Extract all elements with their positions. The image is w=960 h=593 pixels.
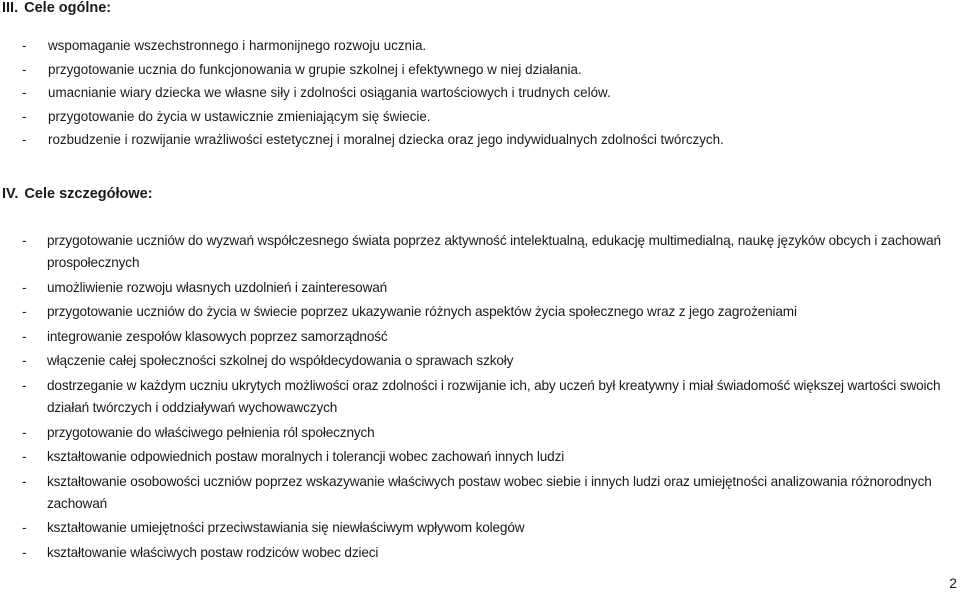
list-item-text: przygotowanie ucznia do funkcjonowania w grupie szkolnej i efektywnego w niej działania. bbox=[48, 61, 582, 77]
list-item bbox=[22, 277, 952, 299]
list-item-text: umacnianie wiary dziecka we własne siły i zdolności osiągania wartościowych i trudnych celów. bbox=[48, 85, 611, 100]
section-heading-specific-goals bbox=[2, 186, 153, 202]
list-item-text: rozbudzenie i rozwijanie wrażliwości estetycznej i moralnej dziecka oraz jego indywidualnych zdolności twórczych. bbox=[48, 132, 724, 147]
list-item bbox=[22, 446, 952, 468]
list-item-text: umożliwienie rozwoju własnych uzdolnień i zainteresowań bbox=[47, 279, 388, 295]
list-bullet: - bbox=[22, 85, 27, 100]
list-item bbox=[22, 542, 952, 564]
section-heading-general-goals bbox=[2, 0, 111, 16]
section-number: III. bbox=[2, 0, 19, 16]
section-number: IV. bbox=[2, 186, 19, 202]
list-item bbox=[22, 230, 952, 274]
list-item-text: integrowanie zespołów klasowych poprzez samorządność bbox=[47, 328, 388, 344]
list-bullet: - bbox=[22, 328, 27, 344]
list-item bbox=[22, 375, 952, 419]
page-number: 2 bbox=[949, 575, 957, 591]
list-bullet: - bbox=[22, 304, 27, 320]
list-bullet: - bbox=[22, 473, 27, 489]
list-item bbox=[22, 350, 952, 372]
list-item bbox=[22, 301, 952, 323]
list-item-text: kształtowanie osobowości uczniów poprzez wskazywanie właściwych postaw wobec siebie i innych ludzi oraz umiejętności analizowania różnorodnych zachowań bbox=[47, 473, 932, 511]
list-bullet: - bbox=[22, 424, 27, 440]
list-item-text: kształtowanie umiejętności przeciwstawiania się niewłaściwym wpływom kolegów bbox=[47, 520, 525, 536]
list-bullet: - bbox=[22, 108, 27, 124]
list-item-text: przygotowanie uczniów do wyzwań współczesnego świata poprzez aktywność intelektualną, edukację multimedialną, naukę języków obcych i zachowań prospołecznych bbox=[47, 233, 941, 270]
list-item bbox=[22, 131, 922, 155]
list-bullet: - bbox=[22, 38, 27, 53]
list-item bbox=[22, 84, 922, 108]
list-item-text: przygotowanie uczniów do życia w świecie poprzez ukazywanie różnych aspektów życia społecznego wraz z jego zagrożeniami bbox=[47, 304, 797, 320]
list-item bbox=[22, 37, 922, 61]
list-bullet: - bbox=[22, 449, 27, 465]
list-bullet: - bbox=[22, 61, 27, 77]
section-title: Cele ogólne: bbox=[24, 0, 112, 16]
list-item-text: dostrzeganie w każdym uczniu ukrytych możliwości oraz zdolności i rozwijanie ich, aby uczeń był kreatywny i miał świadomość większej wartości swoich działań twórczych i oddziaływań wychowawczych bbox=[47, 377, 941, 415]
list-bullet: - bbox=[22, 353, 27, 369]
list-item-text: kształtowanie odpowiednich postaw moralnych i tolerancji wobec zachowań innych ludzi bbox=[47, 449, 565, 465]
list-bullet: - bbox=[22, 520, 27, 536]
list-bullet: - bbox=[22, 233, 27, 248]
specific-goals-list bbox=[22, 230, 952, 567]
list-item bbox=[22, 422, 952, 444]
list-item-text: przygotowanie do właściwego pełnienia ról społecznych bbox=[47, 424, 375, 440]
list-item bbox=[22, 517, 952, 539]
section-title: Cele szczegółowe: bbox=[24, 186, 153, 202]
list-item bbox=[22, 471, 952, 515]
general-goals-list bbox=[22, 37, 922, 155]
list-bullet: - bbox=[22, 279, 27, 295]
list-item bbox=[22, 61, 922, 85]
list-bullet: - bbox=[22, 132, 27, 147]
list-item-text: włączenie całej społeczności szkolnej do współdecydowania o sprawach szkoły bbox=[47, 353, 514, 369]
list-item-text: kształtowanie właściwych postaw rodziców wobec dzieci bbox=[47, 544, 379, 560]
list-bullet: - bbox=[22, 377, 27, 393]
list-item bbox=[22, 108, 922, 132]
list-bullet: - bbox=[22, 544, 27, 560]
list-item-text: wspomaganie wszechstronnego i harmonijnego rozwoju ucznia. bbox=[48, 38, 427, 53]
list-item bbox=[22, 326, 952, 348]
list-item-text: przygotowanie do życia w ustawicznie zmieniającym się świecie. bbox=[48, 108, 431, 124]
